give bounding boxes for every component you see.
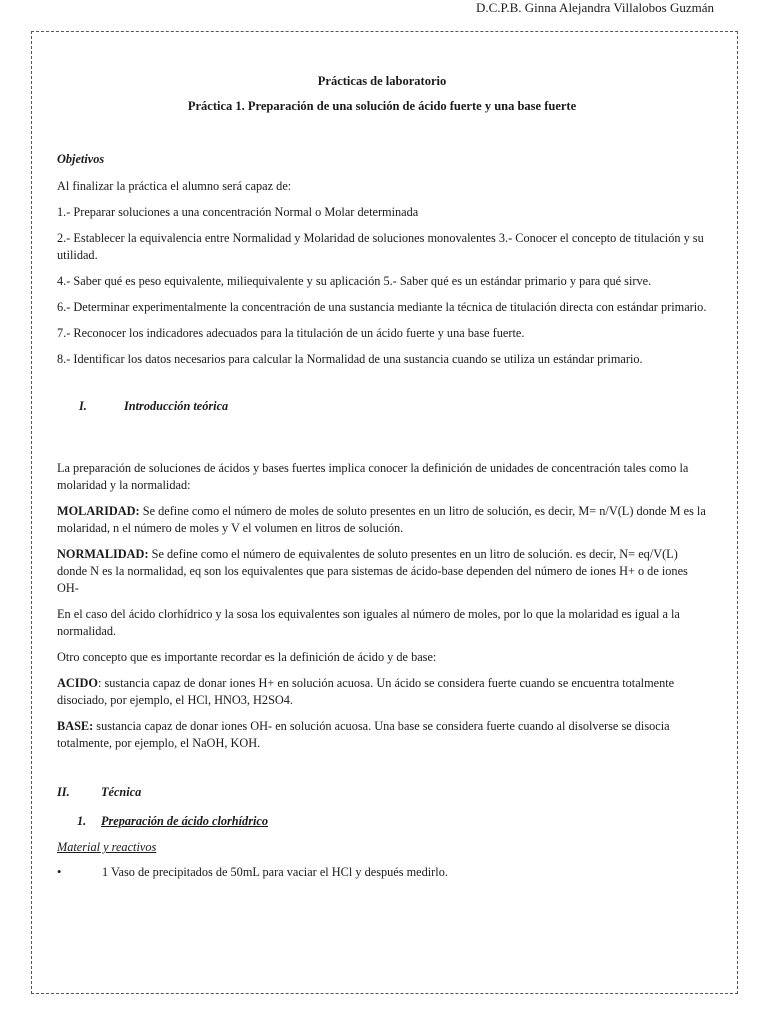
list-item	[57, 864, 707, 881]
acido-definition	[57, 675, 707, 709]
bullet-icon: •	[57, 865, 62, 879]
subsection-number: 1.	[77, 814, 87, 828]
section-title: Introducción teórica	[124, 399, 229, 413]
objectives-heading: Objetivos	[57, 152, 105, 166]
document-body	[57, 73, 707, 881]
author-header: D.C.P.B. Ginna Alejandra Villalobos Guzmán	[475, 0, 714, 15]
case-paragraph: En el caso del ácido clorhídrico y la sosa los equivalentes son iguales al número de moles, por lo que la molaridad es igual a la normalidad.	[57, 607, 680, 638]
objectives-intro: Al finalizar la práctica el alumno será capaz de:	[57, 179, 292, 193]
objective-item: 7.- Reconocer los indicadores adecuados para la titulación de un ácido fuerte y una base fuerte.	[57, 326, 525, 340]
section-heading-intro	[79, 398, 707, 415]
intro-paragraph: La preparación de soluciones de ácidos y bases fuertes implica conocer la definición de unidades de concentración tales como la molaridad y la normalidad:	[57, 461, 689, 492]
normalidad-text: Se define como el número de equivalentes de soluto presentes en un litro de solución. es decir, N= eq/V(L) donde N es la normalidad, eq son los equivalentes que para sistemas de ácido-base dependen del número de iones H+ o de iones OH-	[57, 547, 688, 595]
document-title: Prácticas de laboratorio	[317, 74, 447, 88]
objective-item: 8.- Identificar los datos necesarios para calcular la Normalidad de una sustancia cuando se utiliza un estándar primario.	[57, 352, 643, 366]
acido-text: : sustancia capaz de donar iones H+ en solución acuosa. Un ácido se considera fuerte cuando se encuentra totalmente disociado, por ejemplo, el HCl, HNO3, H2SO4.	[57, 676, 675, 707]
base-text: sustancia capaz de donar iones OH- en solución acuosa. Una base se considera fuerte cuando al disolverse se disocia totalmente, por ejemplo, el NaOH, KOH.	[57, 719, 670, 750]
base-term: BASE:	[57, 719, 94, 733]
base-definition	[57, 718, 707, 752]
normalidad-term: NORMALIDAD:	[57, 547, 149, 561]
section-number: I.	[79, 399, 87, 413]
objective-item: 6.- Determinar experimentalmente la concentración de una sustancia mediante la técnica de titulación directa con estándar primario.	[57, 300, 707, 314]
document-subtitle: Práctica 1. Preparación de una solución de ácido fuerte y una base fuerte	[187, 99, 577, 113]
molaridad-definition	[57, 503, 707, 537]
list-item-text: 1 Vaso de precipitados de 50mL para vaciar el HCl y después medirlo.	[102, 865, 448, 879]
molaridad-text: Se define como el número de moles de soluto presentes en un litro de solución, es decir, M= n/V(L) donde M es la molaridad, n el número de moles y V el volumen en litros de solución.	[57, 504, 706, 535]
molaridad-term: MOLARIDAD:	[57, 504, 140, 518]
other-concept-paragraph: Otro concepto que es importante recordar es la definición de ácido y de base:	[57, 650, 437, 664]
subsection-title: Preparación de ácido clorhídrico	[101, 814, 269, 828]
normalidad-definition	[57, 546, 707, 597]
objective-item: 1.- Preparar soluciones a una concentración Normal o Molar determinada	[57, 205, 419, 219]
objective-item: 4.- Saber qué es peso equivalente, miliequivalente y su aplicación 5.- Saber qué es un estándar primario y para qué sirve.	[57, 274, 652, 288]
subsection-heading	[77, 813, 707, 830]
section-title: Técnica	[101, 785, 142, 799]
section-heading-tecnica	[57, 784, 707, 801]
objective-item: 2.- Establecer la equivalencia entre Normalidad y Molaridad de soluciones monovalentes 3.- Conocer el concepto de titulación y su utilidad.	[57, 231, 704, 262]
acido-term: ACIDO	[57, 676, 98, 690]
material-heading: Material y reactivos	[57, 840, 157, 854]
section-number: II.	[57, 785, 70, 799]
